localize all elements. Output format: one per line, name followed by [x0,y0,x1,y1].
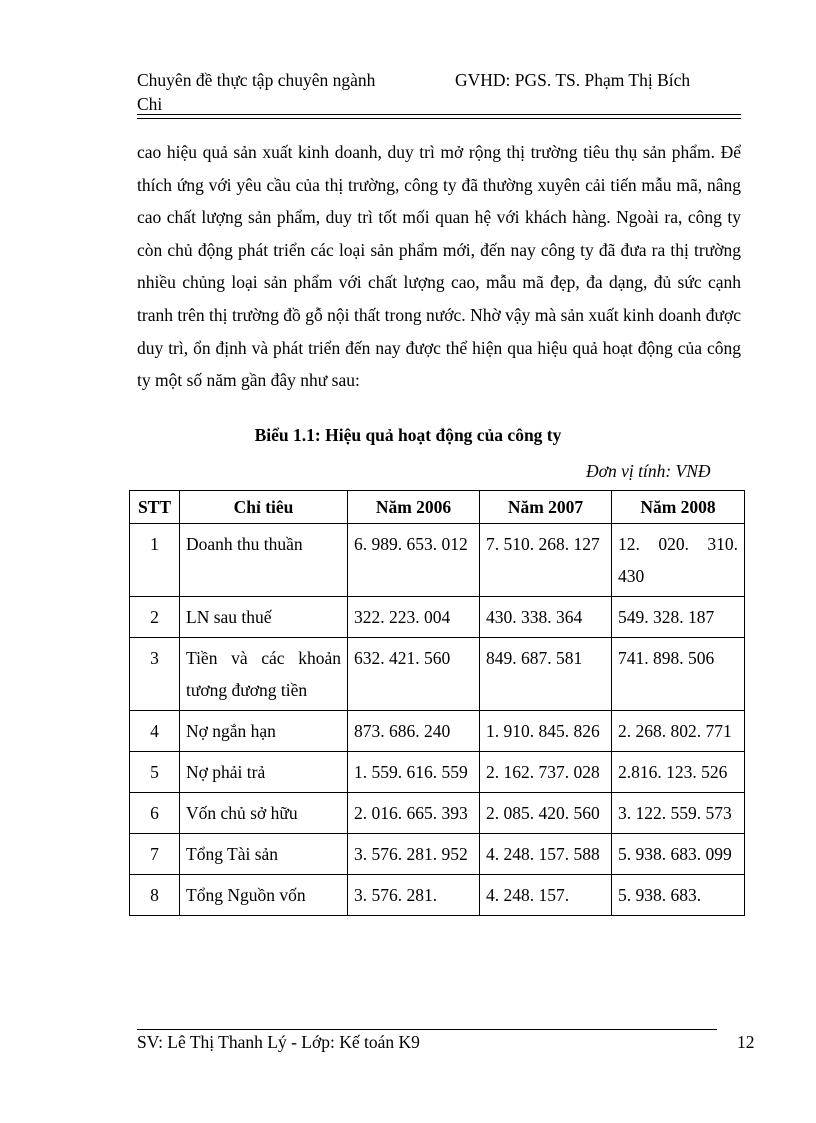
cell-2006: 2. 016. 665. 393 [348,793,480,834]
header-stt: STT [130,491,180,524]
table-row [130,875,745,916]
header-title-line2: Chi [137,94,163,114]
footer-rule [137,1029,717,1030]
header-year-2007: Năm 2007 [480,491,612,524]
cell-stt: 5 [130,752,180,793]
cell-indicator: Tiền và các khoản tương đương tiền [180,638,348,711]
cell-stt: 1 [130,524,180,597]
cell-2006: 3. 576. 281. 952 [348,834,480,875]
cell-2006: 322. 223. 004 [348,597,480,638]
cell-indicator: Nợ phải trả [180,752,348,793]
cell-2007: 849. 687. 581 [480,638,612,711]
header-title-line1: Chuyên đề thực tập chuyên ngành [137,70,376,90]
cell-indicator: LN sau thuế [180,597,348,638]
cell-2008: 2. 268. 802. 771 [612,711,745,752]
cell-stt: 2 [130,597,180,638]
performance-table [129,490,745,916]
body-paragraph: cao hiệu quả sản xuất kinh doanh, duy trì mở rộng thị trường tiêu thụ sản phẩm. Để thích ứng với yêu cầu của thị trường, công ty đã thường xuyên cải tiến mẫu mã, nâng cao chất lượng sản phẩm, duy trì tốt mối quan hệ với khách hàng. Ngoài ra, công ty còn chủ động phát triển các loại sản phẩm mới, đến nay công ty đã đưa ra thị trường nhiều chủng loại sản phẩm với chất lượng cao, mẫu mã đẹp, đa dạng, đủ sức cạnh tranh trên thị trường đồ gỗ nội thất trong nước. Nhờ vậy mà sản xuất kinh doanh được duy trì, ổn định và phát triển đến nay được thể hiện qua hiệu quả hoạt động của công ty một số năm gần đây như sau: [137,142,741,391]
cell-2006: 873. 686. 240 [348,711,480,752]
unit-label: Đơn vị tính: VNĐ [586,461,711,481]
cell-2006: 1. 559. 616. 559 [348,752,480,793]
cell-2008: 5. 938. 683. 099 [612,834,745,875]
header-rule-thin [137,118,741,119]
cell-2008: 2.816. 123. 526 [612,752,745,793]
cell-2008: 12. 020. 310. 430 [612,524,745,597]
table-row [130,711,745,752]
cell-2007: 1. 910. 845. 826 [480,711,612,752]
cell-indicator: Nợ ngắn hạn [180,711,348,752]
cell-stt: 8 [130,875,180,916]
table-row [130,597,745,638]
cell-2008: 741. 898. 506 [612,638,745,711]
cell-indicator: Vốn chủ sở hữu [180,793,348,834]
page-number: 12 [737,1032,755,1052]
table-caption: Biểu 1.1: Hiệu quả hoạt động của công ty [254,425,562,445]
cell-indicator: Tổng Nguồn vốn [180,875,348,916]
cell-stt: 3 [130,638,180,711]
header-supervisor: GVHD: PGS. TS. Phạm Thị Bích [455,70,691,90]
cell-2007: 4. 248. 157. 588 [480,834,612,875]
cell-2007: 430. 338. 364 [480,597,612,638]
cell-stt: 7 [130,834,180,875]
cell-2007: 2. 085. 420. 560 [480,793,612,834]
table-row [130,793,745,834]
cell-2006: 632. 421. 560 [348,638,480,711]
cell-2006: 3. 576. 281. [348,875,480,916]
cell-2007: 7. 510. 268. 127 [480,524,612,597]
cell-2008: 5. 938. 683. [612,875,745,916]
cell-stt: 6 [130,793,180,834]
cell-stt: 4 [130,711,180,752]
table-row [130,638,745,711]
cell-2008: 3. 122. 559. 573 [612,793,745,834]
cell-2008: 549. 328. 187 [612,597,745,638]
header-rule-thick [137,114,741,115]
header-left [137,68,437,116]
cell-indicator: Tổng Tài sản [180,834,348,875]
header-indicator: Chỉ tiêu [180,491,348,524]
header-year-2006: Năm 2006 [348,491,480,524]
cell-2007: 2. 162. 737. 028 [480,752,612,793]
header-year-2008: Năm 2008 [612,491,745,524]
table-row [130,752,745,793]
page-footer: SV: Lê Thị Thanh Lý - Lớp: Kế toán K9 [137,1032,420,1052]
cell-indicator: Doanh thu thuần [180,524,348,597]
cell-2007: 4. 248. 157. [480,875,612,916]
table-header-row [130,491,745,524]
cell-2006: 6. 989. 653. 012 [348,524,480,597]
table-row [130,834,745,875]
table-row [130,524,745,597]
